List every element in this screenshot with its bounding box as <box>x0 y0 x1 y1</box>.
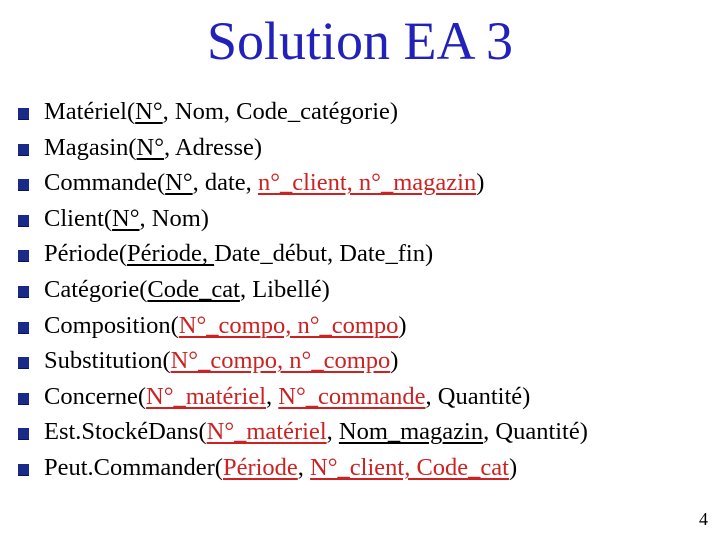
item-text: , <box>266 382 279 410</box>
square-bullet-icon <box>18 179 29 191</box>
item-text: Substitution( <box>44 347 171 375</box>
item-text: , Quantité) <box>483 418 588 446</box>
square-bullet-icon <box>18 322 29 334</box>
item-text: Matériel( <box>44 98 136 125</box>
list-item <box>18 236 588 272</box>
list-item <box>18 414 588 450</box>
item-text: , Adresse) <box>164 133 263 161</box>
item-text: Date_début, Date_fin) <box>214 240 434 268</box>
item-text: Est.StockéDans( <box>44 418 207 446</box>
square-bullet-icon <box>18 428 29 440</box>
item-text: Concerne( <box>44 382 147 410</box>
item-text: ) <box>508 453 518 481</box>
primary-key-text: Période, <box>127 240 215 268</box>
item-text: , <box>326 418 339 446</box>
list-item <box>18 343 588 379</box>
square-bullet-icon <box>18 286 29 298</box>
list-item <box>18 272 588 308</box>
item-text: Peut.Commander( <box>44 453 223 481</box>
foreign-key-text: Période <box>222 453 298 481</box>
list-item <box>18 130 588 166</box>
square-bullet-icon <box>18 357 29 369</box>
foreign-key-text: N°_compo, n°_compo <box>178 311 399 339</box>
item-text: Période( <box>44 240 127 268</box>
item-text: , Nom, Code_catégorie) <box>162 98 399 125</box>
foreign-key-text: N°_client, Code_cat <box>310 453 509 481</box>
primary-key-text: N° <box>112 204 140 232</box>
schema-list <box>18 94 588 486</box>
list-item <box>18 308 588 344</box>
item-text: ) <box>390 347 399 375</box>
page-number: 4 <box>699 509 708 529</box>
item-text: ) <box>398 311 407 339</box>
item-text: , date, <box>192 169 258 197</box>
item-text: Composition( <box>44 311 179 339</box>
primary-key-text: N° <box>136 133 165 161</box>
item-text: , <box>297 453 311 481</box>
list-item <box>18 450 588 486</box>
square-bullet-icon <box>18 144 29 156</box>
item-text: Client( <box>44 204 113 232</box>
item-text: Commande( <box>44 169 166 197</box>
square-bullet-icon <box>18 393 29 405</box>
foreign-key-text: n°_client, n°_magazin <box>257 169 477 197</box>
list-item <box>18 94 588 130</box>
primary-key-text: Nom_magazin <box>338 418 484 446</box>
square-bullet-icon <box>18 108 29 120</box>
primary-key-text: Code_cat <box>147 275 240 303</box>
item-text: Magasin( <box>44 133 137 161</box>
list-item <box>18 201 588 237</box>
item-text: ) <box>476 169 485 197</box>
primary-key-text: N° <box>135 98 163 125</box>
foreign-key-text: N°_matériel <box>206 418 327 446</box>
item-text: , Nom) <box>139 204 209 232</box>
item-text: Catégorie( <box>44 275 148 303</box>
square-bullet-icon <box>18 215 29 227</box>
foreign-key-text: N°_matériel <box>146 382 267 410</box>
foreign-key-text: N°_commande <box>278 382 426 410</box>
item-text: , Quantité) <box>425 382 531 410</box>
square-bullet-icon <box>18 250 29 262</box>
list-item <box>18 165 588 201</box>
list-item <box>18 379 588 415</box>
slide-title: Solution EA 3 <box>206 11 514 71</box>
square-bullet-icon <box>18 464 29 476</box>
item-text: , Libellé) <box>239 275 330 303</box>
primary-key-text: N° <box>165 169 193 197</box>
foreign-key-text: N°_compo, n°_compo <box>170 347 391 375</box>
